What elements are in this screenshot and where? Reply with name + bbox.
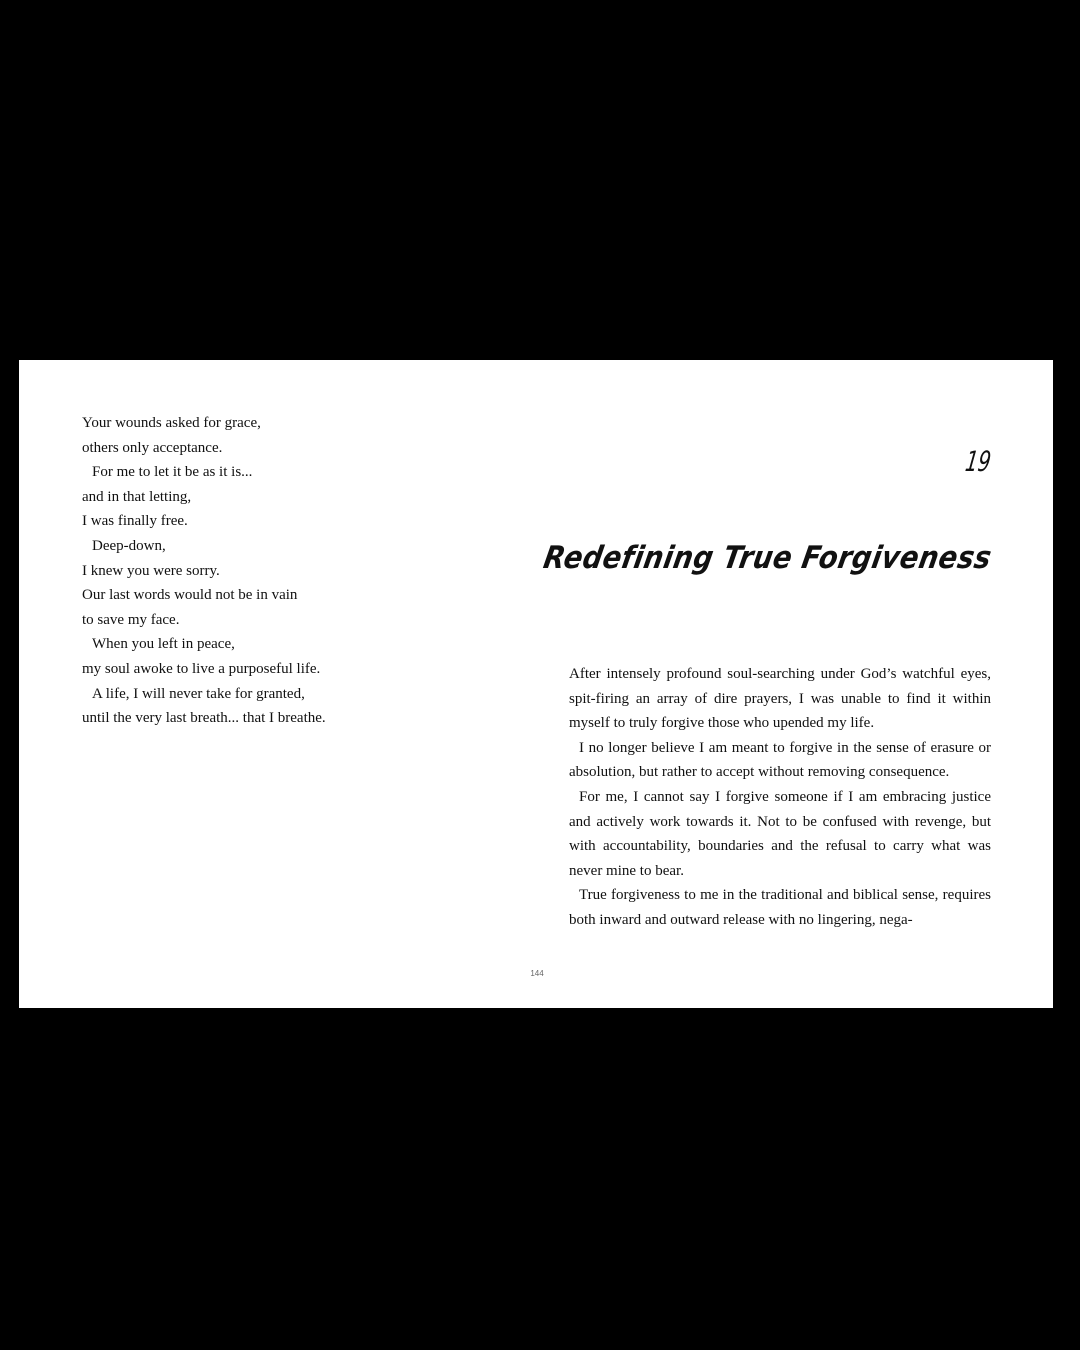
poem-line: and in that letting, xyxy=(82,488,192,505)
body-paragraph: For me, I cannot say I forgive someone if I am embracing justice and actively work towards it. Not to be confused with revenge, but with accountability, boundaries and the refusal to carry what was never mine to bear. xyxy=(569,788,991,879)
poem-line: A life, I will never take for granted, xyxy=(92,685,305,702)
poem-line: Deep-down, xyxy=(92,537,166,554)
poem-line: my soul awoke to live a purposeful life. xyxy=(82,660,321,677)
body-paragraph: True forgiveness to me in the traditional and biblical sense, requires both inward and outward release with no lingering, nega- xyxy=(569,887,991,928)
chapter-body xyxy=(569,662,991,933)
poem-line: until the very last breath... that I breathe. xyxy=(82,710,326,727)
poem-line: to save my face. xyxy=(82,611,180,628)
chapter-number: 19 xyxy=(963,445,994,478)
body-paragraph: After intensely profound soul-searching under God’s watchful eyes, spit-firing an array of dire prayers, I was unable to find it within myself to truly forgive those who upended my life. xyxy=(569,666,991,732)
poem-line: I knew you were sorry. xyxy=(82,562,220,579)
poem-line: For me to let it be as it is... xyxy=(92,464,253,481)
poem-line: others only acceptance. xyxy=(82,439,223,456)
poem xyxy=(82,411,462,731)
poem-line: Your wounds asked for grace, xyxy=(82,415,261,431)
page-number: 144 xyxy=(530,969,544,978)
book-spread xyxy=(19,360,1053,1008)
chapter-title: Redefining True Forgiveness xyxy=(540,540,995,576)
body-paragraph: I no longer believe I am meant to forgive in the sense of erasure or absolution, but rather to accept without removing consequence. xyxy=(569,739,991,781)
poem-line: When you left in peace, xyxy=(92,636,235,653)
poem-line: Our last words would not be in vain xyxy=(82,587,298,604)
poem-line: I was finally free. xyxy=(82,513,188,530)
